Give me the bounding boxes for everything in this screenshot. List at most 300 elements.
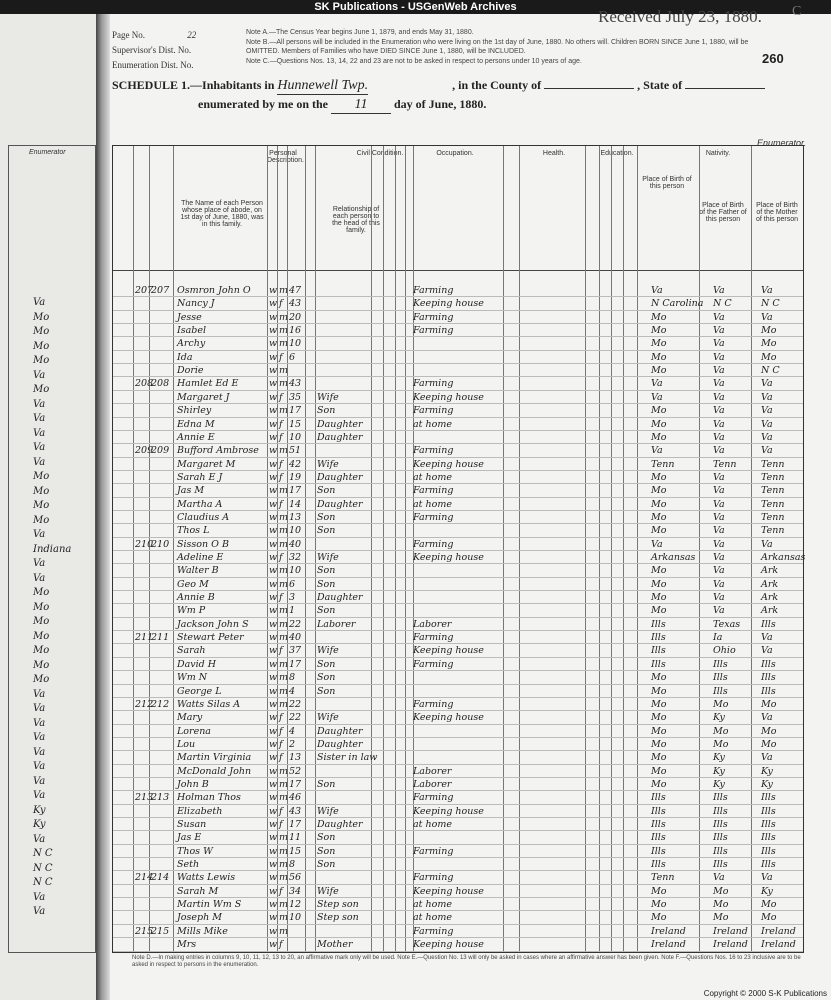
cell-mb: Mo: [761, 698, 777, 710]
cell-age: 46: [289, 792, 302, 804]
left-list-item: [9, 340, 95, 354]
cell-age: 15: [289, 845, 302, 857]
cell-sex: f: [279, 805, 283, 817]
cell-b: Mo: [651, 725, 667, 737]
cell-occ: Farming: [413, 632, 454, 644]
cell-sex: f: [279, 552, 283, 563]
cell-b: Mo: [651, 698, 667, 710]
left-birthplace: N C: [33, 848, 53, 859]
left-list-item: [9, 354, 95, 368]
cell-name: Holman Thos: [177, 792, 241, 804]
left-list-item: [9, 601, 95, 615]
cell-occ: Laborer: [413, 765, 452, 777]
left-list-item: [9, 470, 95, 484]
cell-rel: Laborer: [317, 618, 356, 630]
received-stamp: Received July 23, 1880.: [598, 7, 762, 26]
left-list-item: [9, 804, 95, 818]
cell-race: w: [269, 685, 278, 697]
header-name: The Name of each Person whose place of abode, on 1st day of June, 1880, was in this family.: [180, 200, 264, 228]
cell-b: Mo: [651, 765, 667, 777]
cell-occ: Farming: [413, 511, 454, 523]
cell-fb: Ills: [713, 792, 728, 804]
left-birthplace: Va: [33, 906, 46, 917]
cell-name: Sarah: [177, 645, 206, 657]
cell-rel: Son: [317, 525, 336, 537]
left-birthplace: Mo: [33, 471, 50, 482]
left-birthplace: Mo: [33, 326, 50, 337]
corner-mark: C: [792, 4, 802, 19]
cell-b: Ills: [651, 845, 666, 857]
left-list-item: [9, 572, 95, 586]
left-list-item: [9, 833, 95, 847]
cell-race: w: [269, 845, 278, 857]
cell-occ: Farming: [413, 311, 454, 323]
page-no-label: Page No.: [112, 30, 145, 40]
cell-age: 42: [289, 458, 302, 470]
left-birthplace: Va: [33, 558, 46, 569]
cell-race: w: [269, 471, 278, 483]
cell-b: Mo: [651, 525, 667, 537]
cell-race: w: [269, 485, 278, 497]
cell-race: w: [269, 431, 278, 443]
left-birthplace: Va: [33, 427, 46, 439]
cell-b: Va: [651, 538, 663, 550]
cell-mb: Ky: [761, 885, 773, 897]
cell-mb: Mo: [761, 325, 777, 337]
cell-name: Lou: [177, 738, 196, 750]
cell-name: Jesse: [177, 311, 202, 323]
left-list-item: [9, 630, 95, 644]
cell-mb: Ark: [761, 565, 779, 577]
cell-fb: Va: [713, 311, 725, 323]
left-birthplace: Mo: [33, 645, 50, 656]
left-list-item: [9, 891, 95, 905]
cell-fb: Va: [713, 552, 725, 563]
cell-b: Mo: [651, 885, 667, 897]
cell-age: 6: [289, 351, 296, 363]
cell-rel: Daughter: [317, 725, 363, 737]
day-label: day of June, 1880.: [393, 97, 487, 111]
cell-b: Tenn: [651, 458, 675, 470]
left-birthplace: Va: [33, 833, 46, 845]
cell-race: w: [269, 298, 278, 310]
left-birthplace: Mo: [33, 616, 50, 627]
cell-rel: Son: [317, 845, 336, 857]
cell-name: Jas E: [177, 832, 202, 844]
cell-sex: m: [279, 778, 289, 790]
cell-rel: Son: [317, 672, 336, 684]
cell-race: w: [269, 405, 278, 417]
cell-fam: 207: [151, 285, 170, 296]
cell-fb: Va: [713, 471, 725, 483]
cell-race: w: [269, 565, 278, 577]
cell-sex: m: [279, 338, 289, 350]
cell-name: George L: [177, 685, 222, 697]
cell-mb: Ills: [761, 832, 776, 844]
cell-age: 10: [289, 565, 302, 577]
cell-sex: f: [279, 351, 283, 363]
cell-age: 17: [289, 405, 302, 417]
cell-name: Edna M: [177, 418, 215, 430]
cell-name: Isabel: [177, 325, 207, 337]
cell-fb: Va: [713, 418, 725, 430]
cell-fb: Ireland: [713, 925, 748, 937]
cell-sex: f: [279, 738, 283, 750]
cell-name: Thos L: [177, 525, 210, 537]
left-list-item: [9, 528, 95, 542]
left-list-item: [9, 775, 95, 789]
left-list-item: [9, 818, 95, 832]
cell-rel: Son: [317, 605, 336, 617]
left-birthplace: Mo: [33, 384, 50, 395]
left-birthplace: Va: [33, 398, 46, 410]
cell-sex: f: [279, 431, 283, 443]
cell-sex: f: [279, 458, 283, 470]
cell-fb: Va: [713, 525, 725, 537]
cell-b: Ireland: [651, 925, 686, 937]
cell-rel: Son: [317, 565, 336, 577]
cell-fb: Ky: [713, 765, 725, 777]
header-birthplace: Place of Birth of this person: [642, 176, 692, 190]
left-birthplace: Mo: [33, 500, 50, 511]
cell-name: John B: [177, 778, 209, 790]
left-list-item: [9, 673, 95, 687]
cell-sex: m: [279, 365, 289, 377]
cell-name: Martin Wm S: [177, 899, 242, 911]
cell-rel: Son: [317, 578, 336, 590]
cell-sex: m: [279, 485, 289, 497]
left-birthplace: Va: [33, 529, 46, 540]
cell-fb: N C: [713, 298, 732, 310]
cell-age: 10: [289, 338, 302, 350]
cell-mb: Ills: [761, 658, 776, 670]
left-list-item: [9, 615, 95, 629]
cell-age: 1: [289, 605, 296, 617]
cell-age: 51: [289, 445, 302, 457]
cell-rel: Wife: [317, 458, 339, 470]
cell-b: Ills: [651, 618, 666, 630]
cell-age: 10: [289, 912, 302, 924]
left-list-item: [9, 659, 95, 673]
cell-sex: f: [279, 592, 283, 604]
cell-b: Mo: [651, 511, 667, 523]
left-page-table: [8, 145, 96, 953]
enumeration-label: Enumeration Dist. No.: [112, 60, 194, 70]
left-birthplace: N C: [33, 862, 53, 874]
cell-name: Mrs: [177, 939, 197, 951]
cell-race: w: [269, 445, 278, 457]
cell-age: 43: [289, 298, 302, 310]
cell-age: 2: [289, 738, 296, 750]
cell-age: 8: [289, 672, 296, 684]
cell-name: Lorena: [177, 725, 211, 737]
cell-rel: Wife: [317, 391, 339, 403]
cell-sex: m: [279, 605, 289, 617]
cell-age: 16: [289, 325, 302, 337]
cell-race: w: [269, 752, 278, 764]
cell-rel: Step son: [317, 912, 359, 924]
cell-fb: Va: [713, 485, 725, 497]
cell-fb: Va: [713, 325, 725, 337]
cell-race: w: [269, 592, 278, 604]
cell-occ: at home: [413, 819, 452, 830]
cell-rel: Daughter: [317, 738, 363, 750]
cell-race: w: [269, 778, 278, 790]
cell-age: 4: [289, 725, 296, 737]
cell-age: 35: [289, 391, 302, 403]
cell-occ: at home: [413, 899, 452, 911]
cell-name: Annie E: [177, 431, 215, 443]
left-list-item: [9, 369, 95, 383]
cell-mb: Mo: [761, 338, 777, 350]
cell-age: 47: [289, 285, 302, 296]
cell-mb: Ills: [761, 618, 776, 630]
cell-b: Mo: [651, 498, 667, 510]
left-list-item: [9, 514, 95, 528]
cell-b: Va: [651, 445, 663, 457]
cell-occ: Farming: [413, 285, 454, 296]
cell-rel: Daughter: [317, 498, 363, 510]
cell-age: 6: [289, 578, 296, 590]
cell-b: Mo: [651, 712, 667, 724]
cell-occ: Farming: [413, 378, 454, 390]
cell-fb: Mo: [713, 738, 729, 750]
left-list-item: [9, 557, 95, 571]
cell-fb: Ills: [713, 672, 728, 684]
cell-name: Sisson O B: [177, 538, 229, 550]
enumerated-line: [198, 97, 486, 114]
cell-sex: m: [279, 578, 289, 590]
left-list-item: [9, 296, 95, 310]
cell-dw: 210: [135, 538, 154, 550]
cell-age: 32: [289, 552, 302, 563]
cell-race: w: [269, 632, 278, 644]
cell-fb: Texas: [713, 618, 741, 630]
cell-age: 17: [289, 819, 302, 830]
cell-fb: Ills: [713, 859, 728, 871]
cell-mb: Mo: [761, 899, 777, 911]
cell-race: w: [269, 311, 278, 323]
cell-sex: m: [279, 925, 289, 937]
cell-dw: 213: [135, 792, 154, 804]
cell-sex: m: [279, 565, 289, 577]
cell-race: w: [269, 725, 278, 737]
cell-fam: 214: [151, 872, 170, 884]
left-list-item: [9, 760, 95, 774]
cell-rel: Wife: [317, 645, 339, 657]
cell-name: Claudius A: [177, 511, 230, 523]
cell-name: Susan: [177, 819, 207, 830]
cell-fb: Mo: [713, 912, 729, 924]
cell-race: w: [269, 738, 278, 750]
cell-race: w: [269, 538, 278, 550]
cell-dw: 214: [135, 872, 154, 884]
cell-sex: f: [279, 752, 283, 764]
cell-fb: Ills: [713, 805, 728, 817]
cell-name: Martin Virginia: [177, 752, 252, 764]
cell-mb: Ills: [761, 672, 776, 684]
cell-occ: at home: [413, 912, 452, 924]
cell-rel: Son: [317, 405, 336, 417]
cell-age: 17: [289, 485, 302, 497]
cell-mb: Va: [761, 752, 773, 764]
cell-sex: f: [279, 498, 283, 510]
left-list-item: [9, 412, 95, 426]
cell-mb: Va: [761, 445, 773, 457]
left-birthplace: Ky: [33, 804, 46, 816]
left-birthplace: Va: [33, 572, 46, 584]
left-list-item: [9, 702, 95, 716]
cell-name: Wm N: [177, 672, 208, 684]
header-nativity: Nativity.: [705, 150, 731, 157]
cell-name: Thos W: [177, 845, 213, 857]
cell-age: 43: [289, 805, 302, 817]
header-mother-birthplace: Place of Birth of the Mother of this person: [755, 202, 799, 223]
left-birthplace: Mo: [33, 601, 50, 613]
left-birthplace: Va: [33, 442, 46, 453]
left-enumerator-label: Enumerator: [29, 149, 66, 156]
cell-fb: Va: [713, 565, 725, 577]
cell-occ: Farming: [413, 485, 454, 497]
cell-age: 22: [289, 712, 302, 724]
cell-mb: Va: [761, 311, 773, 323]
cell-name: Mills Mike: [177, 925, 228, 937]
header-relationship: Relationship of each person to the head of this family.: [332, 206, 380, 234]
census-table: [112, 145, 804, 953]
cell-race: w: [269, 899, 278, 911]
cell-race: w: [269, 605, 278, 617]
cell-name: David H: [177, 658, 217, 670]
cell-fb: Ills: [713, 685, 728, 697]
header-father-birthplace: Place of Birth of the Father of this person: [699, 202, 747, 223]
cell-mb: Va: [761, 378, 773, 390]
cell-age: 37: [289, 645, 302, 657]
cell-race: w: [269, 832, 278, 844]
cell-race: w: [269, 765, 278, 777]
cell-sex: m: [279, 698, 289, 710]
cell-mb: Mo: [761, 912, 777, 924]
cell-sex: m: [279, 405, 289, 417]
cell-mb: Tenn: [761, 458, 785, 470]
cell-name: Sarah M: [177, 885, 219, 897]
cell-fb: Va: [713, 365, 725, 377]
cell-race: w: [269, 792, 278, 804]
cell-sex: f: [279, 819, 283, 830]
cell-name: Bufford Ambrose: [177, 445, 259, 457]
cell-age: 20: [289, 311, 302, 323]
cell-b: Mo: [651, 418, 667, 430]
cell-mb: Ills: [761, 845, 776, 857]
left-birthplace: Mo: [33, 659, 50, 671]
cell-b: Mo: [651, 338, 667, 350]
left-list-item: [9, 586, 95, 600]
left-birthplace: Va: [33, 746, 46, 758]
cell-age: 34: [289, 885, 302, 897]
cell-name: Dorie: [177, 365, 204, 377]
left-list-item: [9, 325, 95, 339]
footer-notes: Note D.—In making entries in columns 9, 10, 11, 12, 13 to 20, an affirmative mark only will be used. Note E.—Question No. 13 will only be asked in cases where an affirmative answer has been given. Note F.—Questions Nos. 16 to 23 inclusive are to be asked in respect to persons in the enumeration.: [132, 955, 801, 968]
left-birthplace: Mo: [33, 587, 50, 598]
cell-sex: m: [279, 285, 289, 296]
cell-age: 4: [289, 685, 296, 697]
cell-fb: Tenn: [713, 458, 737, 470]
cell-age: 52: [289, 765, 302, 777]
cell-sex: f: [279, 391, 283, 403]
cell-race: w: [269, 578, 278, 590]
cell-rel: Wife: [317, 712, 339, 724]
cell-fb: Mo: [713, 698, 729, 710]
cell-sex: m: [279, 511, 289, 523]
cell-rel: Son: [317, 485, 336, 497]
left-list-item: [9, 441, 95, 455]
cell-sex: m: [279, 658, 289, 670]
cell-occ: Farming: [413, 538, 454, 550]
cell-name: Jas M: [177, 485, 205, 497]
cell-fam: 211: [151, 632, 170, 644]
cell-mb: Va: [761, 285, 773, 296]
cell-mb: Va: [761, 645, 773, 657]
cell-rel: Son: [317, 832, 336, 844]
cell-rel: Son: [317, 658, 336, 670]
cell-mb: Ky: [761, 765, 773, 777]
cell-rel: Son: [317, 778, 336, 790]
cell-occ: Keeping house: [413, 885, 484, 897]
cell-mb: Tenn: [761, 498, 785, 510]
cell-race: w: [269, 658, 278, 670]
cell-sex: m: [279, 632, 289, 644]
cell-mb: Va: [761, 712, 773, 724]
left-birthplace: Mo: [33, 355, 50, 366]
cell-fb: Va: [713, 338, 725, 350]
left-birthplace: Va: [33, 761, 46, 772]
cell-name: Seth: [177, 859, 200, 871]
cell-mb: Ark: [761, 605, 779, 617]
cell-sex: f: [279, 298, 283, 310]
cell-rel: Daughter: [317, 418, 363, 430]
cell-name: Osmron John O: [177, 285, 251, 296]
cell-b: Ills: [651, 819, 666, 830]
book-spine: [96, 0, 110, 1000]
cell-rel: Daughter: [317, 471, 363, 483]
left-birthplace: Mo: [33, 630, 50, 642]
cell-race: w: [269, 925, 278, 937]
cell-name: McDonald John: [177, 765, 252, 777]
cell-occ: Laborer: [413, 618, 452, 630]
cell-b: Mo: [651, 778, 667, 790]
cell-fb: Va: [713, 872, 725, 884]
cell-sex: m: [279, 912, 289, 924]
cell-sex: m: [279, 792, 289, 804]
cell-age: 10: [289, 431, 302, 443]
cell-age: 19: [289, 471, 302, 483]
cell-age: 56: [289, 872, 302, 884]
cell-age: 40: [289, 538, 302, 550]
cell-mb: Ills: [761, 805, 776, 817]
cell-fb: Ills: [713, 658, 728, 670]
cell-mb: Mo: [761, 351, 777, 363]
header-personal: Personal Description.: [267, 150, 304, 164]
cell-fb: Va: [713, 391, 725, 403]
cell-rel: Wife: [317, 885, 339, 897]
left-list-item: [9, 311, 95, 325]
cell-b: Ireland: [651, 939, 686, 951]
row-divider: [113, 951, 803, 952]
cell-age: 12: [289, 899, 302, 911]
cell-race: w: [269, 351, 278, 363]
archive-banner: SK Publications - USGenWeb Archives: [0, 0, 831, 14]
cell-rel: Son: [317, 685, 336, 697]
cell-name: Hamlet Ed E: [177, 378, 239, 390]
